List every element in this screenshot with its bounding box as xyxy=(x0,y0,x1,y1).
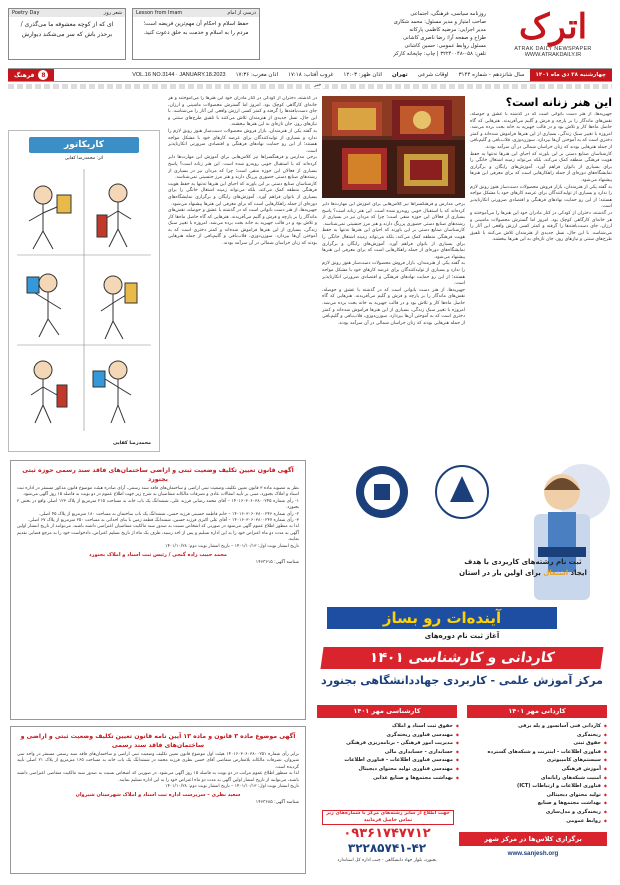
poem-text: ای که از کوچه معشوقه ما می‌گذری / برحذر باش که سر می‌شکند دیوارش xyxy=(20,21,114,38)
logo-wordmark: اترک xyxy=(518,7,588,47)
program-item: ◆ مهندسی فناوری ریخته‌گری xyxy=(317,731,459,740)
program-item: ◆ حسابداری - حسابداری مالی xyxy=(317,748,459,757)
ad-header-art xyxy=(312,452,612,602)
cartoon-illustration xyxy=(13,165,155,435)
program-item: ◆ حقوق ثبت اسناد و املاک xyxy=(317,722,459,731)
article-paragraph: به گفته یکی از هنرمندان، بازار فروش محصولات دست‌ساز هنوز رونق لازم را ندارد و بسیاری از تولیدکنندگان برای عرضه کارهای خود با مشکل مواجه هستند؛ از این رو حمایت نهادهای فرهنگی و اقتصادی ضرورتی انکارناپذیر است. xyxy=(322,261,465,287)
credit-line: طراح و صفحه آرا: رضا ناصری کاشانی xyxy=(402,35,486,41)
logo-website: WWW.ATRAKDAILY.IR xyxy=(524,52,582,58)
article-paragraph: کارشناسان صنایع دستی بر این باورند که احیای این هنرها نه‌تنها به حفظ هویت فرهنگی منطقه کمک می‌کند، بلکه می‌تواند زمینه اشتغال خانگی را برای بسیاری از بانوان فراهم آورد. آموزش‌های رایگان و برگزاری نمایشگاه‌های دوره‌ای از جمله راهکارهایی است که برای معرفی این هنرها پیشنهاد می‌شود. xyxy=(168,181,317,207)
imam-lesson-box xyxy=(132,8,260,60)
ad-slogan-part: ایجاد xyxy=(570,569,587,577)
ad-slogan xyxy=(442,557,604,579)
program-item: ◆ امنیت شبکه‌های رایانه‌ای xyxy=(465,774,607,783)
program-item: ◆ مدیریت امور فرهنگی - برنامه‌ریزی فرهنگی xyxy=(317,739,459,748)
credit-line: مدیر اجرایی: مرضیه کاظمی پارکانه xyxy=(409,27,486,33)
program-item: ◆ بهداشت مجتمع‌ها و صنایع غذایی xyxy=(317,774,459,783)
prayer-city: تهران xyxy=(391,72,408,78)
publisher-credits xyxy=(318,10,486,58)
ad-website-link[interactable]: www.sanjesh.org xyxy=(507,850,559,857)
program-item: ◆ ریخته‌گری xyxy=(465,731,607,740)
imam-lesson-text: حفظ اسلام و احکام آن مهم‌ترین فریضه است؛ مردم را به اسلام و خدمت به خلق دعوت کنید. xyxy=(143,21,249,36)
program-item: ◆ حقوق ثبتی xyxy=(465,739,607,748)
university-admission-ad xyxy=(312,452,612,875)
program-item: ◆ مهندسی فناوری تولید محتوای دیجیتال xyxy=(317,765,459,774)
page-number: 8 xyxy=(38,70,48,80)
credit-line: مسئول روابط عمومی: حسین کاشانی xyxy=(404,43,486,49)
article-paragraph: به گفته یکی از هنرمندان، بازار فروش محصولات دست‌ساز هنوز رونق لازم را ندارد و بسیاری از تولیدکنندگان برای عرضه کارهای خود با مشکل مواجه هستند؛ از این رو حمایت نهادهای فرهنگی و اقتصادی ضرورتی انکارناپذیر است. xyxy=(168,128,317,154)
poetry-day-box xyxy=(8,8,126,60)
ad-landline-number[interactable]: ۳۲۲۸۵۷۴۱-۴۲ xyxy=(347,841,427,855)
ad-slogan-line-2 xyxy=(442,568,604,579)
atrak-logo xyxy=(494,8,612,66)
notice-body xyxy=(11,486,305,550)
program-item: ◆ بهداشت مجتمع‌ها و صنایع xyxy=(465,799,607,808)
azan-maghreb: اذان مغرب: ۱۷:۳۶ xyxy=(235,72,278,78)
article-paragraph: در گذشته، دختران از کودکی در کنار مادران خود این هنرها را می‌آموختند و هر خانه‌ای کارگاهی کوچک بود. امروز اما گسترش محصولات ماشینی و ارزان، جای دست‌بافته‌ها را گرفته و کمتر کسی ارزش واقعی این آثار را می‌شناسد. با این حال، نسل جدیدی از هنرمندان تلاش می‌کنند با تلفیق طرح‌های سنتی و نیازهای روز، جان تازه‌ای به این هنرها ببخشند. xyxy=(168,96,317,128)
notice-paragraph: نظر به مصوبه ماده ۳ قانون تعیین تکلیف وضعیت ثبتی اراضی و ساختمان‌های فاقد سند رسمی، آرای صادره هیئت موضوع قانون مذکور مستقر در اداره ثبت اسناد و املاک بجنورد، مبنی بر تأیید انتقالات عادی و تصرفات مالکانه متقاضیان به شرح زیر جهت اطلاع عموم در دو نوبت به فاصله ۱۵ روز آگهی می‌شود. xyxy=(17,486,299,498)
notice-paragraph: ۲- رأی شماره ۱۴۰۱۶۰۳۰۶۰۳۸۰۰۲۴۶ – خانم فاطمه حسینی فرزند حسن، ششدانگ یک باب ساختمان به مساحت ۱۸۰ مترمربع از پلاک ۴۵ اصلی. xyxy=(38,511,299,517)
cartoon-author: اثر: محمدرضا کفایی xyxy=(64,156,104,161)
bachelor-program-list xyxy=(317,722,459,782)
cartoon-title: کاریکاتور xyxy=(29,137,139,153)
program-item: ◆ روابط عمومی xyxy=(465,817,607,826)
credit-line: روزنامه سیاسی، فرهنگی، اجتماعی xyxy=(410,11,486,17)
credit-line: صاحب امتیاز و مدیر مسئول: محمد شکاری xyxy=(393,19,486,25)
notice-body xyxy=(11,752,305,790)
ad-contact-note: جهت اطلاع از سایر رشته‌های مرکز با شماره‌های زیر تماس حاصل فرمایید xyxy=(322,810,454,825)
program-item: ◆ کاردانی فنی آسانسور و پله برقی xyxy=(465,722,607,731)
ad-slogan-part: برای اولین بار در استان xyxy=(459,569,541,577)
article-paragraph: در گذشته، دختران از کودکی در کنار مادران خود این هنرها را می‌آموختند و هر خانه‌ای کارگاهی کوچک بود. امروز اما گسترش محصولات ماشینی و ارزان، جای دست‌بافته‌ها را گرفته و کمتر کسی ارزش واقعی این آثار را می‌شناسد. با این حال، نسل جدیدی از هنرمندان تلاش می‌کنند با تلفیق طرح‌های سنتی و نیازهای روز، جان تازه‌ای به این هنرها ببخشند. xyxy=(470,210,612,243)
article-paragraph: جهیزیه‌ها، از هنر دست بانوانی است که در گذشته با عشق و حوصله، نقش‌های ماندگار را بر پارچه و فرش و گلیم می‌آفریدند. هنرهایی که گاه حاصل ماه‌ها کار و تلاش بود و در قالب جهیزیه به خانه بخت برده می‌شد. امروزه با تغییر سبک زندگی، بسیاری از این هنرها فراموش شده‌اند و کمتر دختری است که به آموختن آن‌ها بپردازد. سوزن‌دوزی، قلاب‌بافی و گلیم‌بافی از جمله هنرهایی بودند که زنان خراسان شمالی در آن سرآمد بودند. xyxy=(470,112,612,150)
box-label-en: Lesson from Imam xyxy=(136,10,183,16)
program-item: ◆ مهندسی فناوری اطلاعات - فناوری اطلاعات xyxy=(317,756,459,765)
credit-line: تلفن: ۰۵۸-۳۲۲۴۰۰۴۸ | چاپ: چاپخانه کارکر xyxy=(393,51,486,57)
program-item: ◆ تولید محتوای دیجیتالی xyxy=(465,791,607,800)
prayer-times-label: اوقات شرعی xyxy=(417,72,449,78)
azan-zohr: اذان ظهر: ۱۲:۰۳ xyxy=(343,72,382,78)
notice-signature: سعید نظری – سرپرست اداره ثبت اسناد و املاک شهرستان شیروان xyxy=(75,792,241,799)
ad-slogan-line-1: ثبت نام رشته‌ها‌ی کاربردی با هدف xyxy=(464,558,582,566)
article-paragraph: جهیزیه‌ها، از هنر دست بانوانی است که در گذشته با عشق و حوصله، نقش‌های ماندگار را بر پارچه و فرش و گلیم می‌آفریدند. هنرهایی که گاه حاصل ماه‌ها کار و تلاش بود و در قالب جهیزیه به خانه بخت برده می‌شد. امروزه با تغییر سبک زندگی، بسیاری از این هنرها فراموش شده‌اند و کمتر دختری است که به آموختن آن‌ها بپردازد. سوزن‌دوزی، قلاب‌بافی و گلیم‌بافی از جمله هنرهایی بودند که زنان خراسان شمالی در آن سرآمد بودند. xyxy=(322,287,465,326)
article-column-2 xyxy=(322,202,465,444)
associate-program-list xyxy=(465,722,607,825)
article-column-3 xyxy=(168,96,317,446)
issue-number: سال شانزدهم - شماره ۳۱۴۴ xyxy=(458,72,525,78)
associate-tag: کاردانی مهر ۱۴۰۱ xyxy=(467,705,607,718)
section-tab xyxy=(8,69,54,81)
notice-paragraph: برابر رأی شماره ۱۴۰۱۶۰۳۰۶۰۳۸۰۰۲۵۱ هیئت اول موضوع قانون تعیین تکلیف وضعیت ثبتی اراضی و ساختمان‌های فاقد سند رسمی مستقر در واحد ثبتی شیروان، تصرفات مالکانه بلامعارض متقاضی آقای حسن نظری فرزند محمد در ششدانگ یک باب خانه به مساحت ۱۶۵ مترمربع از پلاک ۲۱ اصلی تأیید گردیده است. xyxy=(17,752,300,770)
ad-mobile-number[interactable]: ۰۹۳۶۱۷۴۷۷۱۲ xyxy=(343,826,431,841)
article-paragraph: جهیزیه‌ها، از هنر دست بانوانی است که در گذشته با عشق و حوصله، نقش‌های ماندگار را بر پارچه و فرش و گلیم می‌آفریدند. هنرهایی که گاه حاصل ماه‌ها کار و تلاش بود و در قالب جهیزیه به خانه بخت برده می‌شد. امروزه با تغییر سبک زندگی، بسیاری از این هنرها فراموش شده‌اند و کمتر دختری است که به آموختن آن‌ها بپردازد. سوزن‌دوزی، قلاب‌بافی و گلیم‌بافی از جمله هنرهایی بودند که زنان خراسان شمالی در آن سرآمد بودند. xyxy=(168,208,317,247)
legal-notice-shirvan xyxy=(10,726,306,874)
legal-notice-bojnurd xyxy=(10,460,306,720)
ad-classes-bar: برگزاری کلاس‌ها در مرکز شهر xyxy=(459,832,607,846)
article-headline: این هنر زنانه است؟ xyxy=(505,96,612,109)
program-item: ◆ ریخته‌گری و مدل‌سازی xyxy=(465,808,607,817)
program-item: ◆ سیستم‌های کامپیوتری xyxy=(465,756,607,765)
notice-code: شناسه آگهی: ۱۴۶۳۶۱۵ xyxy=(255,560,299,566)
masthead xyxy=(8,8,612,66)
notice-code: شناسه آگهی: ۱۴۶۳۶۸۵ xyxy=(255,800,299,806)
box-label-en: Poetry Day xyxy=(12,10,40,16)
section-name: فرهنگ xyxy=(14,71,35,79)
ad-banner-start: آغاز ثبت نام دوره‌های xyxy=(424,632,500,640)
issue-date: چهارشنبه ۲۸ دی ماه ۱۴۰۱ xyxy=(530,69,612,81)
strip-label: خبر xyxy=(310,82,325,88)
notice-title: آگهی موضوع ماده ۳ قانون و ماده ۱۳ آیین نامه قانون تعیین تکلیف وضعیت ثبتی و اراضی و ساختمان‌های فاقد سند رسمی xyxy=(20,733,296,749)
ad-address: بجنورد، بلوار جهاد دانشگاهی - جنب اداره کل استاندارد xyxy=(337,858,437,863)
notice-title: آگهی قانون تعیین تکلیف وضعیت ثبتی و اراضی ساختمان‌های فاقد سند رسمی حوزه ثبتی بجنورد xyxy=(22,467,294,483)
notice-paragraph: لذا به منظور اطلاع عموم مراتب در دو نوبت به فاصله ۱۵ روز آگهی می‌شود. در صورتی که اشخاص نسبت به صدور سند مالکیت متقاضی اعتراضی داشته باشند، می‌توانند از تاریخ انتشار اولین آگهی به مدت دو ماه اعتراض خود را به این اداره تسلیم نمایند. xyxy=(17,771,299,783)
bachelor-tag: کارشناسی مهر ۱۴۰۱ xyxy=(317,705,457,718)
sunset-time: غروب آفتاب: ۱۷:۱۸ xyxy=(287,72,334,78)
cartoon-signature: محمدرضا کفایی xyxy=(113,441,151,446)
box-label-fa: شعر روز xyxy=(103,10,122,16)
date-bar xyxy=(8,68,612,82)
article-paragraph: برخی مدارس و فرهنگسراها نیز کلاس‌هایی برای آموزش این مهارت‌ها دایر کرده‌اند که با استقبال خوبی روبه‌رو شده است. این هنر زنانه است؟ پاسخ بسیاری از فعالان این حوزه منفی است؛ چرا که مردان نیز در بسیاری از رشته‌های صنایع دستی حضوری پررنگ دارند و هنر مرز جنسیتی نمی‌شناسد. xyxy=(168,155,317,181)
notice-paragraph: ۱- رأی شماره ۱۴۰۱۶۰۳۰۶۰۳۸۰۰۲۴۵ – آقای محمد رضایی فرزند علی، ششدانگ یک باب خانه به مساحت ۲۱۵ مترمربع از پلاک ۱۲۳ اصلی واقع در بخش ۲ بجنورد. xyxy=(17,498,299,511)
feature-article xyxy=(168,96,612,451)
ad-banner-future: آینده‌ات رو بساز xyxy=(327,607,557,629)
notice-paragraph: ۳- رأی شماره ۱۴۰۱۶۰۳۰۶۰۳۸۰۰۲۴۷ – آقای علی اکبری فرزند حسین، ششدانگ قطعه زمین با بنای احداثی به مساحت ۲۵۰ مترمربع از پلاک ۶۷ اصلی. xyxy=(27,518,299,524)
notice-paragraph: لذا به منظور اطلاع عموم آگهی می‌شود در صورتی که اشخاص نسبت به صدور سند مالکیت متقاضیان اعتراضی داشته باشند، می‌توانند از تاریخ انتشار اولین آگهی به مدت دو ماه اعتراض خود را به این اداره تسلیم و پس از اخذ رسید، ظرف یک ماه از تاریخ تسلیم اعتراض، دادخواست خود را به مرجع قضایی تقدیم نمایند. xyxy=(17,524,299,543)
logo-english-name: ATRAK DAILY NEWSPAPER xyxy=(514,46,592,52)
divider-strip xyxy=(8,84,612,89)
article-paragraph: کارشناسان صنایع دستی بر این باورند که احیای این هنرها نه‌تنها به حفظ هویت فرهنگی منطقه کمک می‌کند، بلکه می‌تواند زمینه اشتغال خانگی را برای بسیاری از بانوان فراهم آورد. آموزش‌های رایگان و برگزاری نمایشگاه‌های دوره‌ای از جمله راهکارهایی است که برای معرفی این هنرها پیشنهاد می‌شود. xyxy=(470,151,612,183)
ad-banner-degree: کاردانی و کارشناسی ۱۴۰۱ xyxy=(320,647,603,669)
article-paragraph: کارشناسان صنایع دستی بر این باورند که احیای این هنرها نه‌تنها به حفظ هویت فرهنگی منطقه کمک می‌کند، بلکه می‌تواند زمینه اشتغال خانگی را برای بسیاری از بانوان فراهم آورد. آموزش‌های رایگان و برگزاری نمایشگاه‌های دوره‌ای از جمله راهکارهایی است که برای معرفی این هنرها پیشنهاد می‌شود. xyxy=(322,228,465,260)
notice-signature: محمد حبیب زاده گنجی / رئیس ثبت اسناد و املاک بجنورد xyxy=(89,552,227,559)
handicraft-photo xyxy=(322,96,465,198)
cartoon-box xyxy=(8,130,160,452)
english-dateline: VOL.16 NO.3144 · JANUARY.18.2023 xyxy=(132,72,226,78)
notice-paragraph: تاریخ انتشار نوبت اول: ۱۴۰۱/۱۰/۱۳ – تاریخ انتشار نوبت دوم: ۱۴۰۱/۱۰/۲۸ xyxy=(165,543,299,549)
ad-slogan-highlight: اشتغال xyxy=(543,569,569,577)
article-paragraph: به گفته یکی از هنرمندان، بازار فروش محصولات دست‌ساز هنوز رونق لازم را ندارد و بسیاری از تولیدکنندگان برای عرضه کارهای خود با مشکل مواجه هستند؛ از این رو حمایت نهادهای فرهنگی و اقتصادی ضرورتی انکارناپذیر است. xyxy=(470,184,612,210)
program-item: ◆ فناوری اطلاعات و ارتباطات (ICT) xyxy=(465,782,607,791)
article-paragraph: برخی مدارس و فرهنگسراها نیز کلاس‌هایی برای آموزش این مهارت‌ها دایر کرده‌اند که با استقبال خوبی روبه‌رو شده است. این هنر زنانه است؟ پاسخ بسیاری از فعالان این حوزه منفی است؛ چرا که مردان نیز در بسیاری از رشته‌های صنایع دستی حضوری پررنگ دارند و هنر مرز جنسیتی نمی‌شناسد. xyxy=(322,202,465,227)
box-label-fa: درسی از امام xyxy=(227,10,256,16)
program-item: ◆ فناوری اطلاعات - اینترنت و شبکه‌های گسترده xyxy=(465,748,607,757)
program-item: ◆ آموزش فرهنگی xyxy=(465,765,607,774)
article-column-1 xyxy=(470,112,612,444)
ad-banner-center: مرکز آموزش علمی - کاربردی جهاددانشگاهی بجنورد xyxy=(321,674,603,687)
notice-paragraph: تاریخ انتشار نوبت اول: ۱۴۰۱/۱۰/۱۳ – تاریخ انتشار نوبت دوم: ۱۴۰۱/۱۰/۲۸ xyxy=(165,784,299,790)
